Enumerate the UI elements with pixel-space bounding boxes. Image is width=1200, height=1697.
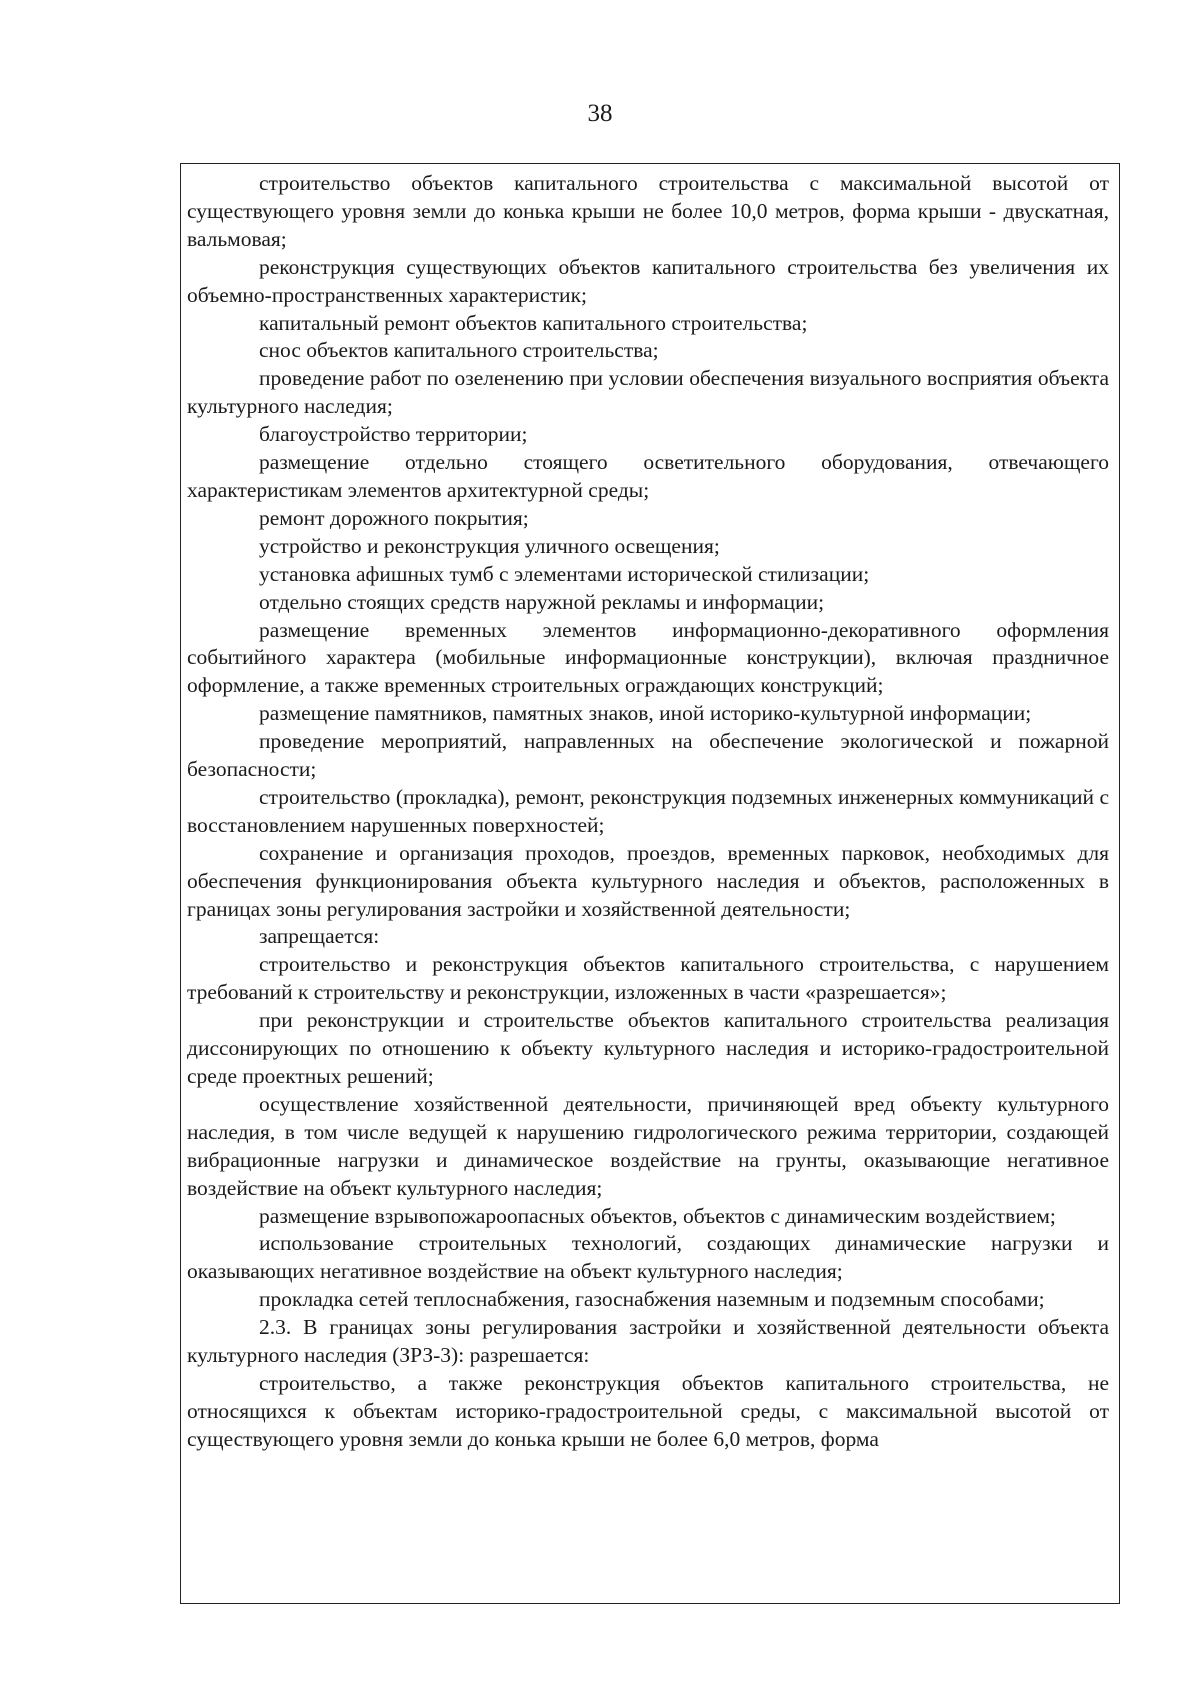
paragraph: строительство, а также реконструкция объектов капитального строительства, не относящихся к объектам историко-градостроительной среды, с максимальной высотой от существующего уровня земли до конька крыши не более 6,0 метров, форма: [187, 1370, 1109, 1451]
paragraph: ремонт дорожного покрытия;: [259, 505, 529, 530]
paragraph: отдельно стоящих средств наружной рекламы и информации;: [259, 589, 825, 614]
paragraph: благоустройство территории;: [259, 422, 528, 447]
paragraph: сохранение и организация проходов, проездов, временных парковок, необходимых для обеспечения функционирования объекта культурного наследия и объектов, расположенных в границах зоны регулирования застройки и хозяйственной деятельности;: [187, 840, 1109, 921]
content-frame: [180, 163, 1120, 1604]
section-paragraph: 2.3. В границах зоны регулирования застройки и хозяйственной деятельности объекта культурного наследия (ЗРЗ-3): разрешается:: [187, 1315, 1109, 1368]
paragraph: осуществление хозяйственной деятельности, причиняющей вред объекту культурного наследия, в том числе ведущей к нарушению гидрологического режима территории, создающей вибрационные нагрузки и динамическое воздействие на грунты, оказывающие негативное воздействие на объект культурного наследия;: [187, 1091, 1109, 1200]
paragraph: реконструкция существующих объектов капитального строительства без увеличения их объемно-пространственных характеристик;: [187, 254, 1109, 307]
paragraph: установка афишных тумб с элементами исторической стилизации;: [259, 561, 870, 586]
page-number: 38: [587, 100, 613, 127]
paragraph: снос объектов капитального строительства;: [259, 338, 659, 363]
paragraph: размещение отдельно стоящего осветительного оборудования, отвечающего характеристикам элементов архитектурной среды;: [187, 450, 1109, 502]
paragraph: проведение мероприятий, направленных на обеспечение экологической и пожарной безопасности;: [187, 729, 1109, 782]
paragraph: использование строительных технологий, создающих динамические нагрузки и оказывающих негативное воздействие на объект культурного наследия;: [187, 1231, 1109, 1284]
paragraph: при реконструкции и строительстве объектов капитального строительства реализация диссонирующих по отношению к объекту культурного наследия и историко-градостроительной среде проектных решений;: [187, 1008, 1109, 1088]
paragraph: размещение временных элементов информационно-декоративного оформления событийного характера (мобильные информационные конструкции), включая праздничное оформление, а также временных строительных ограждающих конструкций;: [187, 617, 1109, 698]
paragraph: капитальный ремонт объектов капитального строительства;: [259, 310, 808, 335]
paragraph: строительство (прокладка), ремонт, реконструкция подземных инженерных коммуникаций с восстановлением нарушенных поверхностей;: [187, 784, 1109, 837]
paragraph: строительство объектов капитального строительства с максимальной высотой от существующего уровня земли до конька крыши не более 10,0 метров, форма крыши - двускатная, вальмовая;: [187, 171, 1109, 251]
paragraph: устройство и реконструкция уличного освещения;: [259, 533, 720, 558]
paragraph: размещение памятников, памятных знаков, иной историко-культурной информации;: [259, 701, 1032, 726]
paragraph: проведение работ по озеленению при условии обеспечения визуального восприятия объекта культурного наследия;: [187, 366, 1109, 419]
paragraph: прокладка сетей теплоснабжения, газоснабжения наземным и подземным способами;: [259, 1287, 1045, 1312]
paragraph: размещение взрывопожароопасных объектов, объектов с динамическим воздействием;: [259, 1203, 1056, 1228]
section-heading: запрещается:: [259, 924, 380, 949]
paragraph: строительство и реконструкция объектов капитального строительства, с нарушением требований к строительству и реконструкции, изложенных в части «разрешается»;: [187, 952, 1109, 1005]
